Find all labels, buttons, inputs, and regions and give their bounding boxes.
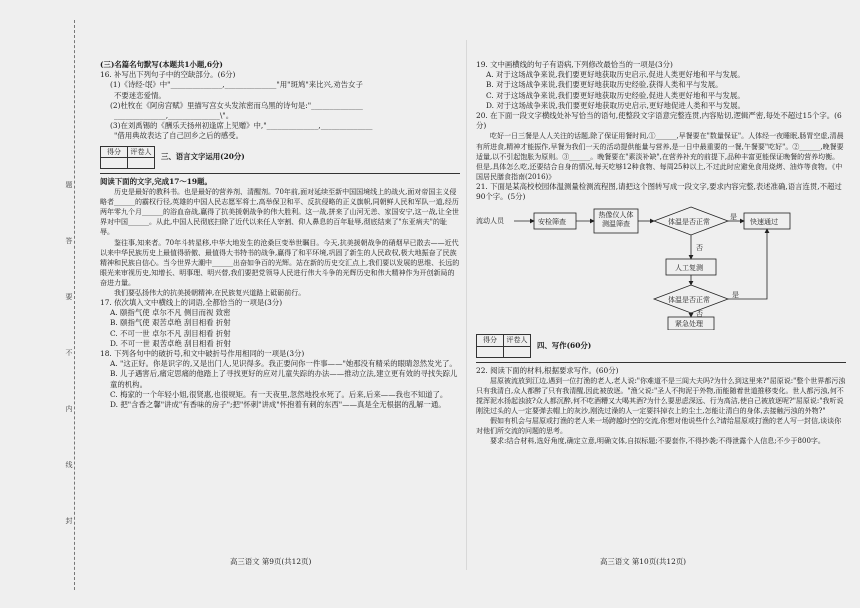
q16-3b: "借用典故表达了自己回乡之后的感受。 <box>114 131 244 141</box>
grade-label: 得分 <box>101 146 128 157</box>
flow-camera: 热像仪人体测温筛查 <box>598 211 634 229</box>
q17-option-d: D. 不可一世 艰苦卓绝 刮目相看 折射 <box>110 338 231 348</box>
flowchart <box>476 205 816 330</box>
question-21: 21. 下面是某高校校园体温测量检测流程图,请把这个图转写成一段文字,要求内容完整,表述准确,语言连贯,不超过90个字。(5分) <box>476 181 842 202</box>
q18-option-c: C. 梅家的一个年轻小姐,很贤惠,也很规矩。有一天夜里,忽然地投水死了。后来,后来——我也不知道了。 <box>110 389 448 399</box>
q19-option-b: B. 对于这场战争来说,我们要更好地获取历史经验,获得人类和平与发展。 <box>486 80 723 90</box>
left-page: (三)名篇名句默写(本题共1小题,6分) 16. 补写出下列句子中的空缺部分。(6分) (1)《诗经·氓》中"______________,______________"用"斑鸠"来比兴,劝告女子 不要迷恋爱情。 (2)杜牧在《阿房宫赋》里描写宫女头发浓密而乌黑的诗句是:"______________ ______________,______________\"。 (3)在刘禹锡的《酬乐天扬州初逢席上见赠》中,"______________,______________ "借用典故表达了自己回乡之后的感受。 得分 评卷人 三、语言文字运用(20分) 阅读下面的文字,完成17～19题。 历史是最好的教科书。也是最好的营养剂、清醒剂。70年前,面对延续至新中国国境线上的战火,面对帝国主义侵略者______的霸权行径,英雄的中国人民志愿军将士,高举保卫和平、反抗侵略的正义旗帜,同朝鲜人民和军队一道,经历两年零九个月______的浴血奋战,赢得了抗美援朝战争的伟大胜利。这一战,拼来了山河无恙、家国安宁,这一战,让全世界对中国______。从此,中国人民彻底扫除了近代以来任人宰割、仰人鼻息的百年耻辱,彻底结束了"东亚病夫"的耻辱。 鉴往事,知来者。70年斗转星移,中华大地发生的沧桑巨变举世瞩目。今天,抗美援朝战争的硝烟早已散去——近代以来中华民族历史上最值得骄傲、最值得大书特书的战争,赢得了和平环境,巩固了新生的人民政权,极大地振奋了民族精神和民族自信心。当今世界大潮中______出奋如争百的光辉。站在新的历史交汇点上,我们要以发展的思维、长远的眼光来审视历史,知增长、明事理、明兴替,我们要把党领导人民进行伟大斗争的光辉历史和伟大精神作为开创新局的奋进力量。 我们要弘扬伟大的抗美援朝精神,在民族复兴道路上砥砺前行。 17. 依次填入文中横线上的词语,全都恰当的一项是(3分) A. 颐指气使 卓尔不凡 侧目而视 致密 B. 颐指气使 艰苦卓绝 刮目相看 折射 C. 不可一世 卓尔不凡 刮目相看 折射 D. 不可一世 艰苦卓绝 刮目相看 折射 18. 下列各句中的破折号,和文中破折号作用相同的一项是(3分) A. "这正好。你是识字的,又是出门人,见识得多。我正要问你一件事——"她那没有精采的眼睛忽然发光了。 B. 儿子遇害后,痛定思痛的他踏上了寻找更好的应对儿童失踪的办法——推动立法,建立更有效的寻找失踪儿童的机构。 C. 梅家的一个年轻小姐,很贤惠,也很规矩。有一天夜里,忽然地投水死了。后来,后来——我也不知道了。 D. 把"含香之馨"讲成"有香味的房子";把"怀刺"讲成"怀抱着有刺的东西"——真是全无根据的乱解一通。 <box>100 60 460 410</box>
q22-prompt: 假如有机会与屈原或打渔的老人来一场跨越时空的交流,你想对他说些什么?请给屈原或打渔的老人写一封信,谈谈你对他们所交流的问题的思考。 <box>476 417 842 436</box>
reading-instruction: 阅读下面的文字,完成17～19题。 <box>100 176 212 186</box>
q19-option-a: A. 对于这场战争来说,我们要更好地获取历史启示,促进人类更好地和平与发展。 <box>486 70 745 80</box>
page-divider <box>466 40 467 570</box>
flow-yes-2: 是 <box>732 291 739 300</box>
section-rule <box>476 362 846 363</box>
flow-no-2: 否 <box>696 310 703 319</box>
passage-paragraph-3: 我们要弘扬伟大的抗美援朝精神,在民族复兴道路上砥砺前行。 <box>114 288 306 297</box>
q18-option-b: B. 儿子遇害后,痛定思痛的他踏上了寻找更好的应对儿童失踪的办法——推动立法,建立更有效的寻找失踪儿童的机构。 <box>110 369 458 389</box>
binding-margin-text <box>62 180 76 572</box>
passage-paragraph-2: 鉴往事,知来者。70年斗转星移,中华大地发生的沧桑巨变举世瞩目。今天,抗美援朝战争的硝烟早已散去——近代以来中华民族历史上最值得骄傲、最值得大书特书的战争,赢得了和平环境,巩固了新生的人民政权,极大地振奋了民族精神和民族自信心。当今世界大潮中______出奋如争百的光辉。站在新的历史交汇点上,我们要以发展的思维、长远的眼光来审视历史,知增长、明事理、明兴替,我们要把党领导人民进行伟大斗争的光辉历史和伟大精神作为开创新局的奋进力量。 <box>100 238 460 287</box>
q22-material: 屈原被流放到江边,遇到一位打渔的老人,老人说:"你难道不是三闾大夫吗?为什么到这里来?"屈原说:"整个世界都污浊只有我清白,众人都醉了只有我清醒,因此被放逐。"渔父说:"圣人不拘泥于外物,而能随着世道推移变化。世人都污浊,何不搅浑泥水扬起浊波?众人都沉醉,何不吃酒糟又大喝其酒?为什么要思虑深远、行为高洁,使自己被放逐呢?"屈原说:"我听说刚洗过头的人一定要弹去帽上的灰沙,刚洗过澡的人一定要抖掉衣上的尘土,怎能让清白的身体,去接触污浊的外物?" <box>476 376 846 415</box>
section-rule <box>100 173 460 174</box>
q16-2: (2)杜牧在《阿房宫赋》里描写宫女头发浓密而乌黑的诗句是:" <box>110 100 312 110</box>
flow-emergency: 紧急处理 <box>675 320 703 329</box>
section-3-title: 三、语言文字运用(20分) <box>161 152 245 162</box>
passage-paragraph-1: 历史是最好的教科书。也是最好的营养剂、清醒剂。70年前,面对延续至新中国国境线上的战火,面对帝国主义侵略者______的霸权行径,英雄的中国人民志愿军将士,高举保卫和平、反抗侵略的正义旗帜,同朝鲜人民和军队一道,经历两年零九个月______的浴血奋战,赢得了抗美援朝战争的伟大胜利。这一战,拼来了山河无恙、家国安宁,这一战,让全世界对中国______。从此,中国人民彻底扫除了近代以来任人宰割、仰人鼻息的百年耻辱,彻底结束了"东亚病夫"的耻辱。 <box>100 188 459 237</box>
flow-pass: 快速通过 <box>750 218 778 227</box>
q17-option-c: C. 不可一世 卓尔不凡 刮目相看 折射 <box>110 328 231 338</box>
question-16: 16. 补写出下列句子中的空缺部分。(6分) <box>100 70 236 80</box>
grading-box <box>100 146 460 169</box>
margin-char: 线 <box>65 461 73 469</box>
question-18: 18. 下列各句中的破折号,和文中破折号作用相同的一项是(3分) <box>100 349 305 359</box>
margin-char: 要 <box>65 293 73 301</box>
section-heading: (三)名篇名句默写(本题共1小题,6分) <box>100 60 223 69</box>
grading-box-writing <box>476 334 846 357</box>
q16-1b: "用"斑鸠"来比兴,劝告女子 <box>276 80 363 90</box>
question-22: 22. 阅读下面的材料,根据要求写作。(60分) <box>476 365 619 375</box>
margin-char: 答 <box>65 237 73 245</box>
page-footer-right: 高三语文 第10页(共12页) <box>600 557 687 566</box>
question-20: 20. 在下面一段文字横线处补写恰当的语句,使整段文字语意完整连贯,内容贴切,逻辑严密,每处不超过15个字。(6分) <box>476 111 842 131</box>
q18-option-a: A. "这正好。你是识字的,又是出门人,见识得多。我正要问你一件事——"她那没有精采的眼睛忽然发光了。 <box>110 359 457 369</box>
q19-option-c: C. 对于这场战争来说,我们要更好地获取历史经验,促进人类更好地和平与发展。 <box>486 90 745 100</box>
margin-char: 题 <box>65 181 73 189</box>
q19-option-d: D. 对于这场战争来说,我们要更好地获取历史启示,更好地促进人类和平与发展。 <box>486 100 745 110</box>
grader-label: 评卷人 <box>504 335 531 346</box>
flow-yes-1: 是 <box>730 213 737 222</box>
question-17: 17. 依次填入文中横线上的词语,全都恰当的一项是(3分) <box>100 298 283 308</box>
flow-manual: 人工复测 <box>675 264 703 273</box>
right-page <box>476 60 846 446</box>
q16-3a: (3)在刘禹锡的《酬乐天扬州初逢席上见赠》中," <box>110 121 267 131</box>
margin-char: 不 <box>65 349 73 357</box>
flow-check: 安检筛查 <box>538 218 566 227</box>
flow-question-1: 体温是否正常 <box>668 218 710 227</box>
flow-no-1: 否 <box>696 244 703 253</box>
q17-option-a: A. 颐指气使 卓尔不凡 侧目而视 致密 <box>110 308 231 318</box>
q22-requirements: 要求:结合材料,选好角度,确定立意,明确文体,自拟标题;不要套作,不得抄袭;不得泄露个人信息;不少于800字。 <box>490 437 825 446</box>
grader-label: 评卷人 <box>128 146 155 157</box>
q20-passage: 吃好一日三餐是人人关注的话题,除了保证用餐时间,①______,早餐要在"数量保证"。人体经一夜睡眠,肠胃空虚,清晨有所进食,精神才能振作,早餐为我们一天的活动提供能量与营养,是一日中最重要的一餐,午餐要"吃好"。②______,晚餐要适量,以不引起饱胀为原则。③______。晚餐要在"素淡补缺",在营养补充的前提下,品种丰富更能保证晚餐的营养均衡。但是,具体怎么吃,还要结合自身的情况,每天吃够12种食物、每周25种以上,不过此时应避免食用烧烤、油炸等食物。《中国居民膳食指南(2016)》 <box>476 132 844 181</box>
q16-1a: (1)《诗经·氓》中" <box>110 80 171 90</box>
q16-1c: 不要迷恋爱情。 <box>114 90 166 100</box>
q17-option-b: B. 颐指气使 艰苦卓绝 刮目相看 折射 <box>110 318 231 328</box>
flow-question-2: 体温是否正常 <box>668 296 710 305</box>
margin-char: 内 <box>65 405 73 413</box>
flow-start: 流动人员 <box>476 217 504 226</box>
grade-label: 得分 <box>477 335 504 346</box>
margin-char: 封 <box>65 517 73 525</box>
question-19: 19. 文中画横线的句子有语病,下列修改最恰当的一项是(3分) <box>476 60 673 69</box>
page-footer-left: 高三语文 第9页(共12页) <box>230 557 312 566</box>
q18-option-d: D. 把"含香之馨"讲成"有香味的房子";把"怀刺"讲成"怀抱着有刺的东西"——真是全无根据的乱解一通。 <box>110 400 446 410</box>
section-4-title: 四、写作(60分) <box>537 340 592 350</box>
